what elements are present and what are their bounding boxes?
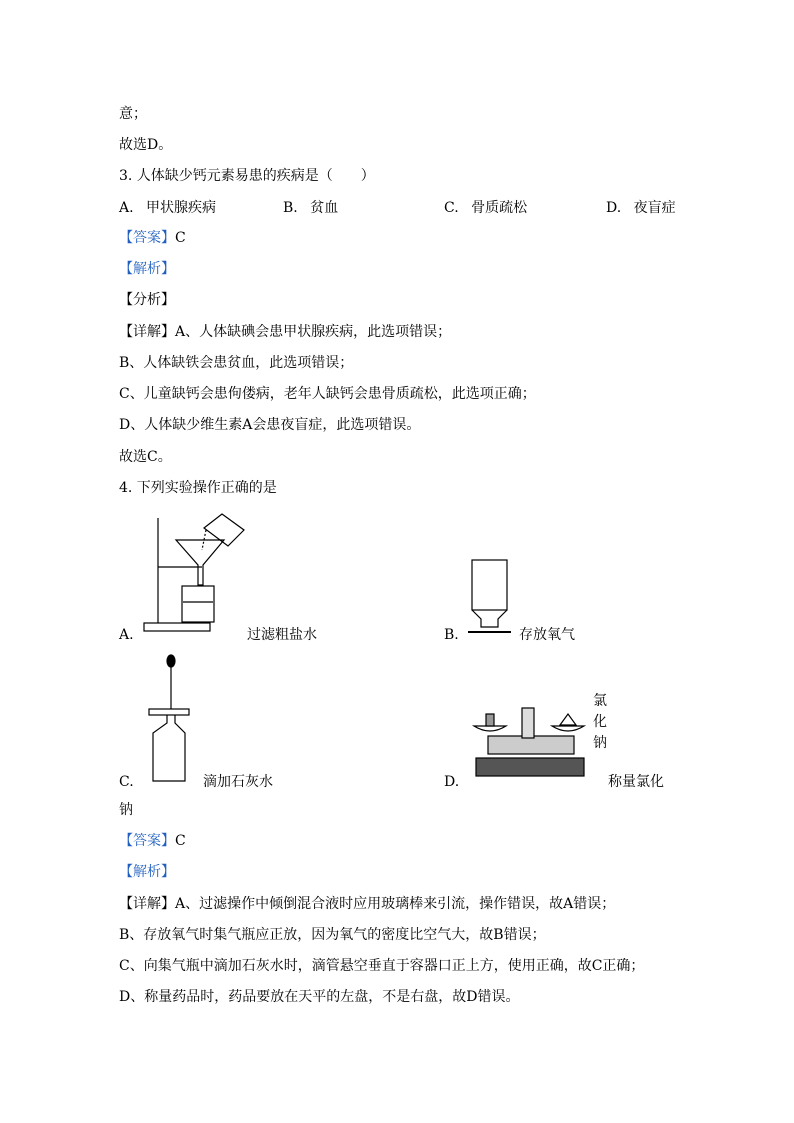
right-pan [552, 726, 584, 731]
bottle-mouth [149, 709, 189, 715]
text-line: 意； [119, 106, 147, 122]
weight [486, 714, 494, 726]
bottle-neck [472, 610, 507, 627]
option-letter: B. [444, 627, 459, 643]
answer-tag: 【答案】 [119, 833, 175, 849]
text-line: 故选D。 [119, 137, 173, 153]
option-text: 贫血 [310, 200, 339, 216]
option-letter: D. [444, 774, 460, 790]
q4-detail-a [119, 894, 615, 914]
option-text: 骨质疏松 [471, 200, 528, 216]
funnel [176, 540, 224, 585]
bottle [153, 715, 185, 781]
detail-tag: 【详解】 [119, 896, 175, 912]
option-text: 甲状腺疾病 [146, 200, 217, 216]
q4-option-a-text: 过滤粗盐水 [247, 627, 317, 643]
beaker [182, 586, 214, 622]
option-text: 夜盲症 [633, 200, 676, 216]
q3-option-b [283, 198, 338, 218]
dropper-bulb [167, 655, 175, 667]
q4-option-b [444, 625, 459, 645]
left-pan [474, 726, 506, 731]
q3-detail-a [119, 322, 451, 342]
balance-figure [468, 700, 588, 785]
q3-conclusion: 故选C。 [119, 449, 172, 465]
q3-detail-b: B、人体缺铁会患贫血，此选项错误； [119, 355, 354, 371]
sample [560, 714, 576, 725]
q4-option-d-tail: 钠 [119, 802, 133, 818]
q3-jiexi-tag: 【解析】 [119, 261, 175, 277]
question-3: 3. 人体缺少钙元素易患的疾病是（ ） [119, 168, 375, 184]
option-letter: A. [119, 200, 134, 216]
q4-answer [119, 831, 186, 851]
q4-option-d [444, 772, 459, 792]
answer-tag: 【答案】 [119, 230, 175, 246]
bottle-body [472, 560, 507, 610]
q4-detail-c: C、向集气瓶中滴加石灰水时，滴管悬空垂直于容器口正上方，使用正确，故C正确； [119, 958, 645, 974]
balance-beam [488, 736, 574, 754]
q3-fenxi-tag: 【分析】 [119, 292, 175, 308]
q4-detail-b: B、存放氧气时集气瓶应正放，因为氧气的密度比空气大，故B错误； [119, 927, 546, 943]
detail-text: A、过滤操作中倾倒混合液时应用玻璃棒来引流，操作错误，故A错误； [175, 896, 616, 912]
answer-value: C [175, 230, 186, 246]
q3-option-d [606, 198, 676, 218]
filtration-figure [140, 510, 250, 635]
gas-bottle-figure [465, 557, 515, 637]
q3-detail-d: D、人体缺少维生素A会患夜盲症，此选项错误。 [119, 417, 421, 433]
detail-text: A、人体缺碘会患甲状腺疾病，此选项错误； [175, 324, 452, 340]
nacl-label-2: 化 [593, 714, 607, 730]
q3-detail-c: C、儿童缺钙会患佝偻病，老年人缺钙会患骨质疏松，此选项正确； [119, 386, 536, 402]
nacl-label-1: 氯 [593, 693, 607, 709]
q4-detail-d: D、称量药品时，药品要放在天平的左盘，不是右盘，故D错误。 [119, 989, 520, 1005]
q4-option-c-text: 滴加石灰水 [203, 774, 273, 790]
q3-option-a [119, 198, 216, 218]
option-letter: D. [606, 200, 622, 216]
q4-option-b-text: 存放氧气 [519, 627, 575, 643]
q3-answer [119, 228, 186, 248]
option-letter: C. [444, 200, 459, 216]
question-4: 4. 下列实验操作正确的是 [119, 480, 277, 496]
pouring-beaker [204, 514, 244, 546]
q3-option-c [444, 198, 527, 218]
nacl-label-3: 钠 [593, 735, 607, 751]
q4-jiexi-tag: 【解析】 [119, 864, 175, 880]
option-letter: C. [119, 774, 134, 790]
answer-value: C [175, 833, 186, 849]
balance-pointer [522, 708, 534, 738]
detail-tag: 【详解】 [119, 324, 175, 340]
dropper-figure [145, 653, 195, 783]
q4-option-d-text: 称量氯化 [608, 774, 664, 790]
option-letter: A. [119, 627, 134, 643]
option-letter: B. [283, 200, 298, 216]
q4-option-a [119, 625, 134, 645]
balance-base [476, 758, 584, 776]
q4-option-c [119, 772, 134, 792]
stand-base [144, 623, 210, 631]
